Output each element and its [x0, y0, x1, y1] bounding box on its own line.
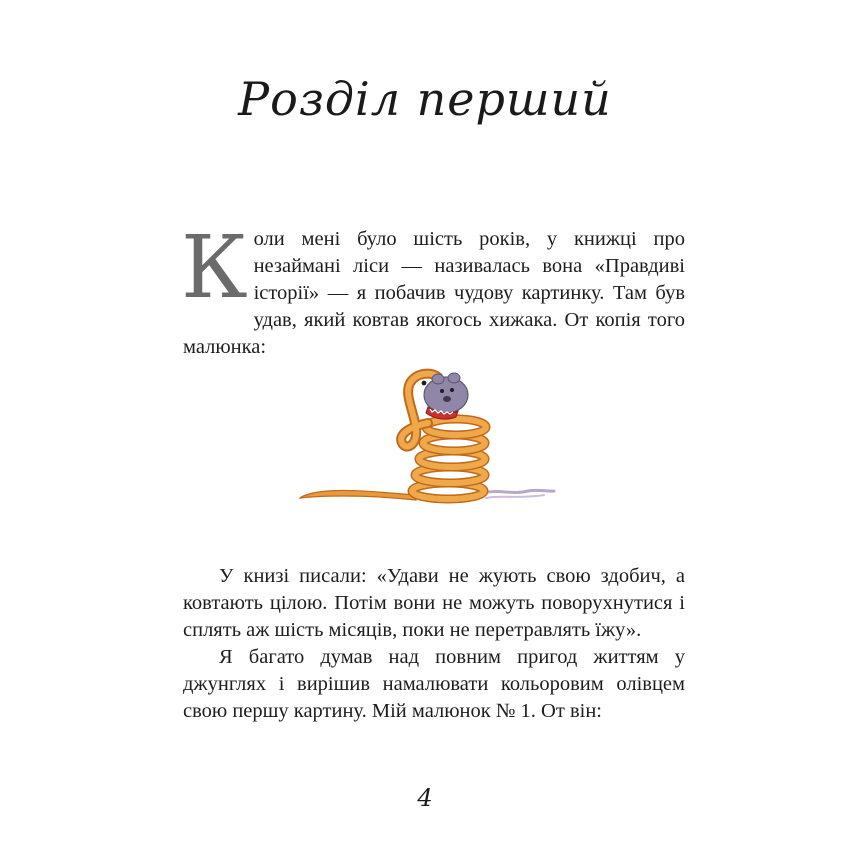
body-text: [183, 563, 685, 725]
prey-beast: [424, 373, 468, 413]
boa-swallowing-beast-illustration: [298, 365, 558, 515]
paragraph-2: Я багато думав над повним пригод життям у джунглях і вирішив намалювати кольоровим олівцем свою першу картину. Мій малюнок № 1. От він:: [183, 646, 685, 722]
chapter-title: Розділ перший: [238, 72, 612, 126]
snake-coils: [412, 419, 486, 499]
drop-cap: К: [181, 218, 248, 318]
intro-paragraph: [181, 218, 685, 361]
snake-eye: [422, 381, 427, 386]
paragraph-1: У книзі писали: «Удави не жують свою здобич, а ковтають цілою. Потім вони не можуть поворухнутися і сплять аж шість місяців, поки не перетравлять їжу».: [183, 565, 685, 641]
motion-scribble: [483, 490, 554, 493]
intro-text: оли мені було шість років, у книжці про незаймані ліси — називалась вона «Правдиві історії» — я побачив чудову картинку. Там був удав, який ковтав якогось хижака. От копія того малюнка:: [183, 228, 685, 358]
page-number: 4: [417, 784, 433, 812]
snake-tail: [300, 490, 416, 500]
